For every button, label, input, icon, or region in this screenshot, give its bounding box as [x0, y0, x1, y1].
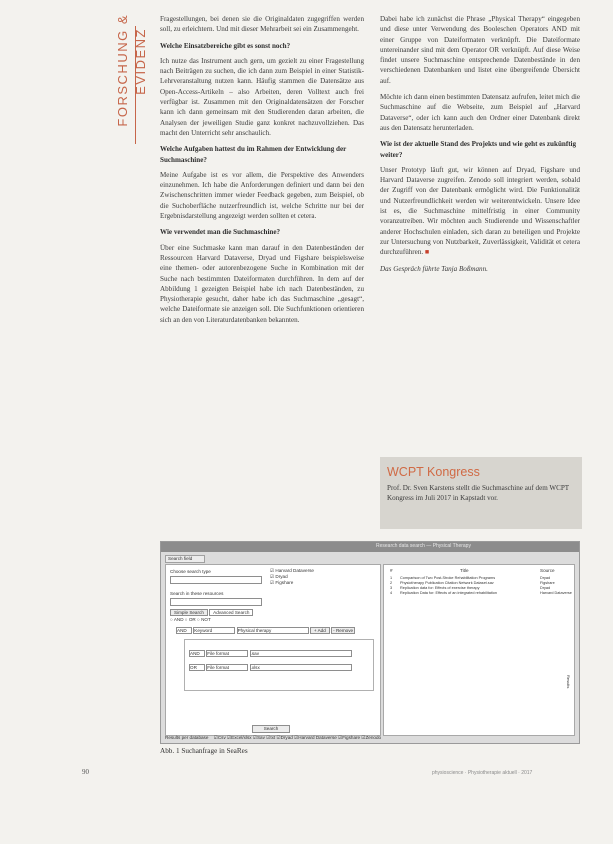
results-list — [390, 576, 572, 596]
app-screenshot — [160, 541, 580, 744]
row-field-select[interactable]: Keyword — [193, 627, 235, 634]
check-dryad[interactable]: ☑ Dryad — [270, 574, 288, 579]
row-value-input[interactable]: .sav — [250, 650, 352, 657]
section-label — [111, 14, 163, 144]
journal-footer: physioscience · Physiotherapie aktuell · 2017 — [432, 770, 533, 776]
toolbar-check[interactable]: ☑Sav — [252, 735, 265, 740]
question-heading: Welche Einsatzbereiche gibt es sonst noch? — [160, 41, 291, 50]
end-mark: ■ — [424, 248, 430, 257]
toolbar-check[interactable]: ☑txt — [266, 735, 276, 740]
tab-label: Search field — [168, 556, 193, 561]
paragraph: Ich nutze das Instrument auch gern, um gezielt zu einer Fragestellung nach Beiträgen zu suchen, die ich dann zum Beispiel in einer Statistik-Lehrveranstaltung nutzen kann. Häufig stammen die Datensätze aus Open-Access-Artikeln – also Arbeiten, deren Volltext auch frei verfügbar ist. Zusammen mit den Originaldatensätzen der Forscher kann ich dann gemeinsam mit den Studierenden daran arbeiten, die Analysen der jeweiligen Studie ganz konkret nachzuvollziehen. Das macht den Unterricht sehr anschaulich. — [160, 56, 364, 137]
radio-or[interactable]: OR — [188, 617, 196, 622]
right-column — [380, 14, 580, 280]
toolbar-check[interactable]: ☑Figshare — [338, 735, 361, 740]
info-box — [380, 457, 582, 529]
paragraph: Möchte ich dann einen bestimmten Datensatz aufrufen, leitet mich die Suchmaschine auf die Webseite, zum Beispiel auf „Harvard Dataverse“, oder ich kann auch den Ordner einer Datenbank direkt aus den Datensatz herunterladen. — [380, 93, 580, 132]
row-field-select[interactable]: File format — [206, 650, 248, 657]
result-row[interactable]: 3 Replication data for: Effects of exercise therapy Dryad — [390, 586, 551, 590]
query-row — [189, 650, 352, 657]
row-operator[interactable]: AND — [176, 627, 192, 634]
toolbar-check[interactable]: ☑Dryad — [276, 735, 293, 740]
page-number: 90 — [82, 768, 89, 776]
question-heading: Welche Aufgaben hattest du im Rahmen der Entwicklung der Suchmaschine? — [160, 145, 347, 164]
search-mode-tabs — [170, 609, 253, 616]
col-header: # — [390, 568, 393, 573]
row-operator[interactable]: OR — [189, 664, 205, 671]
col-header: Source — [540, 568, 555, 573]
remove-button[interactable]: - Remove — [331, 627, 355, 634]
check-harvard[interactable]: ☑ Harvard Dataverse — [270, 568, 314, 573]
paragraph: Fragestellungen, bei denen sie die Originaldaten zugegriffen werden soll, zu erleichtern. Und mit dieser Mehrarbeit sei ein Zusammengeht. — [160, 15, 364, 34]
paragraph: Meine Aufgabe ist es vor allem, die Perspektive des Anwenders einzunehmen. Ich habe die Anforderungen definiert und dann bei den Zwischenschritten immer wieder Feedback gegeben, zum Beispiel, ob die Suchoberfläche nutzerfreundlich ist, welche Schritte nur bei der Ergebnisdarstellung angezeigt werden sollten et cetera. — [160, 170, 364, 221]
search-tab[interactable] — [165, 555, 205, 563]
left-column — [160, 14, 364, 331]
resources-label: Search in these resources — [170, 591, 224, 596]
interview-credit: Das Gespräch führte Tanja Boßmann. — [380, 264, 488, 273]
tab-advanced-search[interactable]: Advanced Search — [209, 609, 253, 616]
search-button[interactable]: Search — [252, 725, 290, 733]
toolbar-label: Results per database — [165, 735, 209, 740]
row-field-select[interactable]: File format — [206, 664, 248, 671]
section-label-line2: EVIDENZ — [133, 28, 148, 95]
result-row[interactable]: 2 Physiotherapy Publication Citation Network Dataset.sav Figshare — [390, 581, 555, 585]
resource-checks — [270, 568, 314, 586]
results-side-label: Results — [566, 675, 571, 689]
query-row — [189, 664, 352, 671]
tab-simple-search[interactable]: Simple Search — [170, 609, 208, 616]
row-operator[interactable]: AND — [189, 650, 205, 657]
paragraph — [380, 165, 580, 258]
radio-and[interactable]: AND — [173, 617, 184, 622]
info-box-text: Prof. Dr. Sven Karstens stellt die Suchmaschine auf dem WCPT Kongress im Juli 2017 in Kapstadt vor. — [387, 484, 569, 502]
search-panel — [165, 564, 381, 736]
row-value-input[interactable]: .xlsx — [250, 664, 352, 671]
section-label-line1: FORSCHUNG & — [115, 14, 130, 127]
figure-caption: Abb. 1 Suchanfrage in SeaRes — [160, 747, 248, 755]
resources-select[interactable] — [170, 598, 262, 606]
check-figshare[interactable]: ☑ Figshare — [270, 580, 294, 585]
toolbar-check[interactable]: ☑Csv — [213, 735, 226, 740]
row-value-input[interactable]: Physical therapy — [237, 627, 309, 634]
result-row[interactable]: 4 Replication Data for: Effects of an integrated rehabilitation Harvard Dataverse — [390, 591, 572, 595]
format-group — [184, 639, 374, 691]
paragraph: Über eine Suchmaske kann man darauf in den Datenbeständen der Ressourcen Harvard Dataverse, Dryad und Figshare beispielsweise eine themen- oder autorenbezogene Suche in Kombination mit der Suche nach bestimmten Dateiformaten durchführen. In dem auf der Abbildung 1 gezeigten Beispiel habe ich nach Datenbeständen, zu Physiotherapie gesucht, daher habe ich das Suchmaschine „gesagt“, welche Dateiformate sie anzeigen soll. Die Suchfunktionen orientieren sich an den von Literaturdatenbanken bekannten. — [160, 243, 364, 324]
window-title: Research data search — Physical Therapy — [376, 543, 471, 549]
toolbar-check[interactable]: ☑Excel/xlsx — [227, 735, 252, 740]
paragraph: Dabei habe ich zunächst die Phrase „Physical Therapy“ eingegeben und diese unter Verwendung des Booleschen Operators AND mit einer Gruppe von Dateiformaten verknüpft. Die Dateiformate untereinander sind mit dem Operator OR verknüpft. Auf diese Weise findet unsere Suchmaschine entsprechende Datenbestände in den verschiedenen Datenbanken und listet eine übergreifende Übersicht auf. — [380, 15, 580, 85]
add-button[interactable]: + Add — [310, 627, 330, 634]
search-type-select[interactable] — [170, 576, 262, 584]
radio-not[interactable]: NOT — [201, 617, 211, 622]
col-header: Title — [460, 568, 469, 573]
search-type-label: Choose search type — [170, 569, 211, 574]
bottom-toolbar — [165, 735, 573, 742]
window-titlebar — [161, 542, 579, 552]
result-row[interactable]: 1 Comparison of Two Post-Stroke Rehabilitation Programs Dryad — [390, 576, 551, 580]
question-heading: Wie verwendet man die Suchmaschine? — [160, 228, 281, 237]
results-header — [390, 568, 568, 573]
toolbar-check[interactable]: ☑Harvard Dataverse — [294, 735, 337, 740]
question-heading: Wie ist der aktuelle Stand des Projekts und wie geht es zukünftig weiter? — [380, 140, 577, 159]
query-row — [176, 627, 372, 634]
paragraph-text: Unser Prototyp läuft gut, wir können auf Dryad, Figshare und Harvard Dataverse zugreifen. Zenodo soll integriert werden, sobald der Zugriff von der Datenbank ermöglicht wird. Die Funktionalität und Nutzerfreundlichkeit werden wir weiterentwickeln. Unsere Idee ist es, die Suchmaschine mittelfristig in einer Community voranzutreiben. Wir möchten auch Studierende und Wissenschaftler anderer Hochschulen einladen, sich daran zu beteiligen und Projekte zur Untersuchung von Nutzbarkeit, Zuverlässigkeit, Validität et cetera durchzuführen. — [380, 165, 580, 257]
info-box-title: WCPT Kongress — [387, 465, 480, 479]
toolbar-check[interactable]: ☑Zenodo — [361, 735, 382, 740]
operator-radios: ○ AND ○ OR ○ NOT — [170, 617, 211, 622]
results-panel — [383, 564, 575, 736]
